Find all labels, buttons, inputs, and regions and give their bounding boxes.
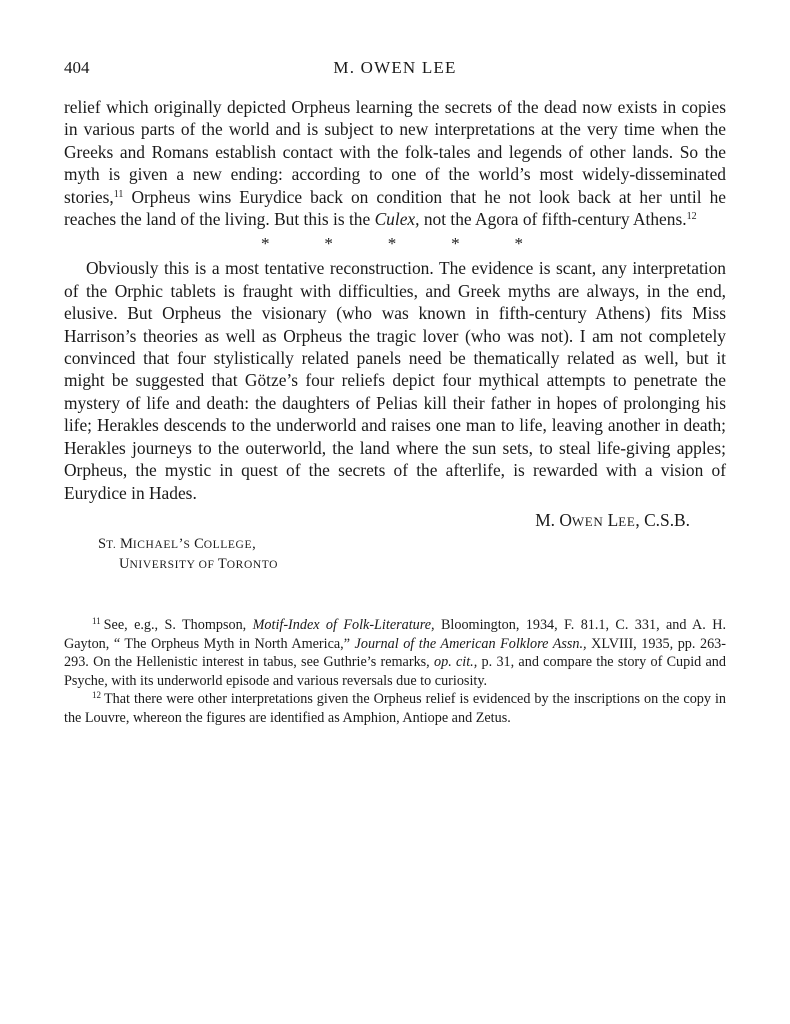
page-number: 404 (64, 58, 90, 77)
paragraph-1 (64, 96, 726, 230)
author-signature: M. OWEN LEE, C.S.B. (535, 509, 690, 530)
footnote-11: $^{11}$ See, e.g., S. Thompson, Motif-Index of Folk-Literature, Bloomington, 1934, F. 81.1, C. 331, and A. H. Gayton, “ The Orpheus Myth in North America,” Journal of the American Folklore Assn., XLVIII, 1935, pp. 263-293. On the Hellenistic interest in tabus, see Guthrie’s remarks, op. cit., p. 31, and compare the story of Cupid and Psyche, with its underworld episode and various reversals due to curiosity. (64, 616, 726, 689)
culex-title: Culex, (374, 209, 420, 230)
paragraph-1-text-2: Orpheus wins Eurydice back on condition that he not look back at her until he reaches the land of the living. But this is the (64, 186, 726, 230)
section-break-star: * (324, 234, 333, 254)
article-body (64, 96, 726, 575)
footnote-marker: 11 (92, 616, 101, 626)
footnote-12: $^{12}$ That there were other interpretations given the Orpheus relief is evidenced by the inscriptions on the copy in the Louvre, whereon the figures are identified as Amphion, Antiope and Zetus. (64, 690, 726, 726)
section-break-star: * (514, 234, 523, 254)
affiliation-college: ST. MICHAEL’S COLLEGE, (98, 535, 256, 552)
section-break-star: * (451, 234, 460, 254)
page-header (64, 58, 726, 82)
paragraph-1-text-1: relief which originally depicted Orpheus learning the secrets of the dead now exists in copies in various parts of the world and is subject to new interpretations at the very time when the Greeks and Romans establish contact with the folk-tales and legends of other lands. So the myth is given a new ending: according to one of the world’s most widely-disseminated stories, (64, 97, 726, 207)
section-break-star: * (387, 234, 397, 254)
running-head: M. OWEN LEE (333, 58, 457, 77)
section-break-star: * (261, 234, 270, 254)
paragraph-2: Obviously this is a most tentative reconstruction. The evidence is scant, any interpretation of the Orphic tablets is fraught with difficulties, and Greek myths are always, in the end, elusive. But Orpheus the visionary (who was known in fifth-century Athens) fits Miss Harrison’s theories as well as Orpheus the tragic lover (who was not). I am not completely convinced that four stylistically related panels need be thematically related as well, but it might be suggested that Götze’s four reliefs depict four mythical attempts to penetrate the mystery of life and death: the daughters of Pelias kill their father in hopes of prolonging his life; Herakles descends to the underworld and raises one man to life, leaving another in death; Herakles journeys to the outerworld, the land where the sun sets, to steal life-giving apples; Orpheus, the mystic in quest of the secrets of the afterlife, is rewarded with a vision of Eurydice in Hades. (64, 258, 726, 503)
section-break (261, 233, 523, 255)
footnote-marker: 12 (92, 690, 101, 701)
footnote-ref-12: 12 (686, 211, 697, 223)
author-affiliation (98, 535, 726, 575)
affiliation-university: UNIVERSITY OF TORONTO (119, 555, 279, 572)
footnote-ref-11: 11 (113, 188, 124, 200)
paragraph-1-text-3: not the Agora of fifth-century Athens. (419, 209, 687, 230)
footnotes (64, 616, 726, 728)
